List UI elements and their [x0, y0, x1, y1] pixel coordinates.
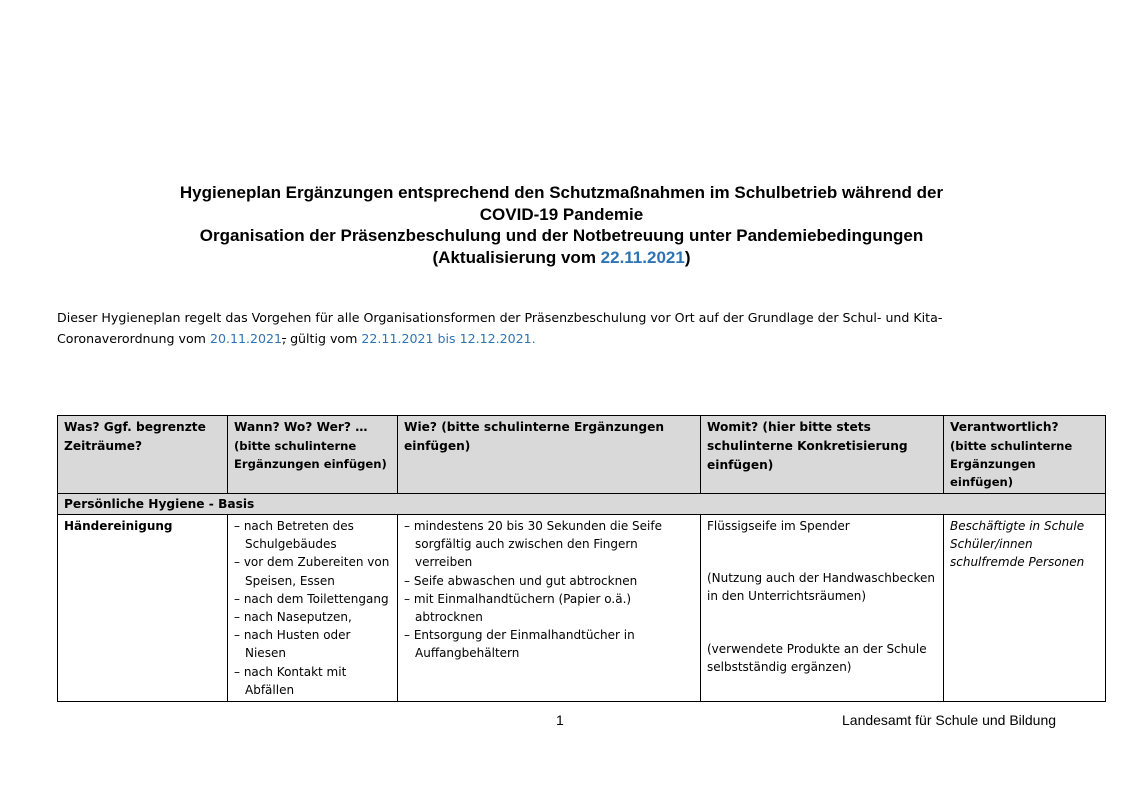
responsible-item: Schüler/innen: [950, 537, 1033, 552]
table-header-row: [58, 416, 1106, 494]
cell-how: [398, 515, 701, 702]
title-update-date: 22.11.2021: [600, 247, 685, 267]
list-item: – nach Naseputzen,: [234, 608, 391, 626]
title-line-1: Hygieneplan Ergänzungen entsprechend den Schutzmaßnahmen im Schulbetrieb während der: [179, 183, 944, 202]
title-update-suffix: ): [684, 247, 691, 267]
hygiene-table: [57, 415, 1106, 702]
list-item: – nach Betreten des Schulgebäudes: [234, 517, 391, 553]
list-item: – mit Einmalhandtüchern (Papier o.ä.) abtrocknen: [404, 590, 694, 626]
header-responsible: Verantwortlich? (bitte schulinterne Ergänzungen einfügen): [944, 416, 1106, 494]
page-number: 1: [556, 712, 564, 728]
document-title: [0, 182, 1123, 268]
section-title: Persönliche Hygiene - Basis: [58, 494, 1106, 515]
header-when: Wann? Wo? Wer? … (bitte schulinterne Ergänzungen einfügen): [228, 416, 398, 494]
list-item: – Entsorgung der Einmalhandtücher in Auffangbehältern: [404, 626, 694, 662]
list-item: – nach Kontakt mit Abfällen: [234, 663, 391, 699]
responsible-item: Beschäftigte in Schule: [950, 519, 1085, 533]
intro-paragraph: [57, 307, 1017, 349]
intro-text-2: gültig vom: [286, 331, 362, 346]
with-item: Flüssigseife im Spender: [707, 519, 850, 533]
header-what: Was? Ggf. begrenzte Zeiträume?: [58, 416, 228, 494]
intro-struck-comma: ,: [282, 331, 287, 346]
title-line-3: Organisation der Präsenzbeschulung und der Notbetreuung unter Pandemiebedingungen: [199, 226, 924, 245]
list-item: – vor dem Zubereiten von Speisen, Essen: [234, 553, 391, 589]
cell-responsible: [944, 515, 1106, 702]
responsible-item: schulfremde Personen: [950, 555, 1085, 570]
cell-when: [228, 515, 398, 702]
intro-text-1: Dieser Hygieneplan regelt das Vorgehen für alle Organisationsformen der Präsenzbeschulung vor Ort auf der Grundlage der Schul- und Kita-Coronaverordnung vom: [57, 310, 943, 346]
intro-date-range: 22.11.2021 bis 12.12.2021.: [361, 331, 536, 346]
with-item: (Nutzung auch der Handwaschbecken in den Unterrichtsräumen): [707, 571, 935, 604]
intro-date-1: 20.11.2021: [209, 331, 283, 346]
cell-what: Händereinigung: [58, 515, 228, 702]
header-with: Womit? (hier bitte stets schulinterne Konkretisierung einfügen): [701, 416, 944, 494]
cell-with: [701, 515, 944, 702]
title-line-4: [0, 247, 1123, 269]
list-item: – mindestens 20 bis 30 Sekunden die Seife sorgfältig auch zwischen den Fingern verreiben: [404, 517, 694, 572]
header-how: Wie? (bitte schulinterne Ergänzungen einfügen): [398, 416, 701, 494]
section-row: [58, 494, 1106, 515]
list-item: – Seife abwaschen und gut abtrocknen: [404, 572, 694, 590]
footer-organization: Landesamt für Schule und Bildung: [842, 712, 1057, 728]
title-update-prefix: (Aktualisierung vom: [432, 247, 601, 267]
with-item: (verwendete Produkte an der Schule selbstständig ergänzen): [707, 641, 927, 674]
list-item: – nach dem Toilettengang: [234, 590, 391, 608]
list-item: – nach Husten oder Niesen: [234, 626, 391, 662]
title-line-2: COVID-19 Pandemie: [479, 204, 644, 224]
table-row: [58, 515, 1106, 702]
